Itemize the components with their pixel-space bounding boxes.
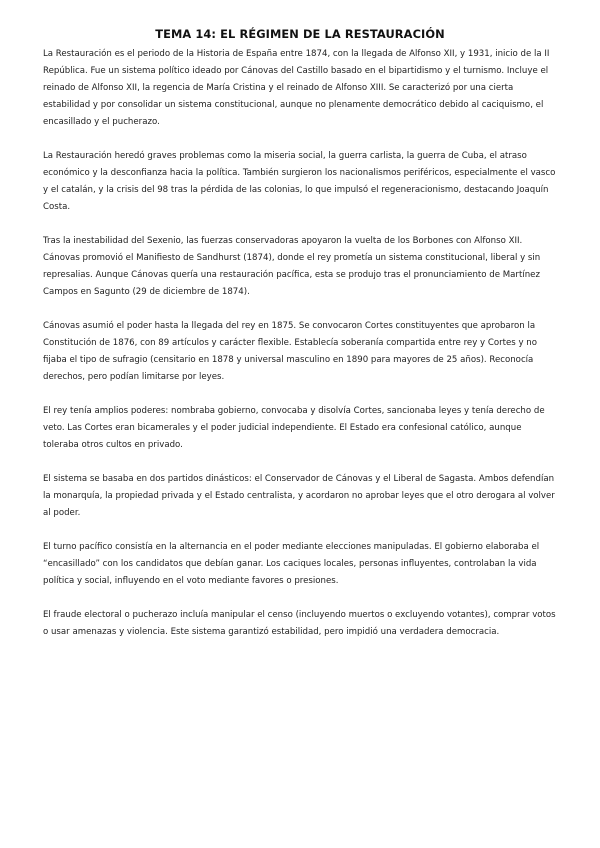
paragraph-pucherazo: El fraude electoral o pucherazo incluía manipular el censo (incluyendo muertos o excluyendo votantes), comprar votos o usar amenazas y violencia. Este sistema garantizó estabilidad, pero impidió una verdadera democracia. [43,610,556,637]
paragraph-constitution: Cánovas asumió el poder hasta la llegada del rey en 1875. Se convocaron Cortes constituyentes que aprobaron la Constitución de 1876, con 89 artículos y carácter flexible. Establecía soberanía compartida entre rey y Cortes y no fijaba el tipo de sufragio (censitario en 1878 y universal masculino en 1890 para mayores de 25 años). Reconocía derechos, pero podían limitarse por leyes. [43,321,538,382]
paragraph-king-powers: El rey tenía amplios poderes: nombraba gobierno, convocaba y disolvía Cortes, sancionaba leyes y tenía derecho de veto. Las Cortes eran bicamerales y el poder judicial independiente. El Estado era confesional católico, aunque toleraba otros cultos en privado. [43,406,545,450]
paragraph-origins: Tras la inestabilidad del Sexenio, las fuerzas conservadoras apoyaron la vuelta de los Borbones con Alfonso XII. Cánovas promovió el Manifiesto de Sandhurst (1874), donde el rey prometía un sistema constitucional, liberal y sin represalias. Aunque Cánovas quería una restauración pacífica, esta se produjo tras el pronunciamiento de Martínez Campos en Sagunto (29 de diciembre de 1874). [43,236,541,297]
paragraph-parties: El sistema se basaba en dos partidos dinásticos: el Conservador de Cánovas y el Liberal de Sagasta. Ambos defendían la monarquía, la propiedad privada y el Estado centralista, y acordaron no aprobar leyes que el otro derogara al volver al poder. [43,474,555,518]
document-title: TEMA 14: EL RÉGIMEN DE LA RESTAURACIÓN [155,27,445,41]
paragraph-problems: La Restauración heredó graves problemas como la miseria social, la guerra carlista, la guerra de Cuba, el atraso económico y la desconfianza hacia la política. También surgieron los nacionalismos periféricos, especialmente el vasco y el catalán, y la crisis del 98 tras la pérdida de las colonias, lo que impulsó el regeneracionismo, destacando Joaquín Costa. [43,151,556,212]
paragraph-intro: La Restauración es el periodo de la Historia de España entre 1874, con la llegada de Alfonso XII, y 1931, inicio de la II República. Fue un sistema político ideado por Cánovas del Castillo basado en el bipartidismo y el turnismo. Incluye el reinado de Alfonso XII, la regencia de María Cristina y el reinado de Alfonso XIII. Se caracterizó por una cierta estabilidad y por consolidar un sistema constitucional, aunque no plenamente democrático debido al caciquismo, el encasillado y el pucherazo. [43,49,550,127]
document-page [43,27,557,641]
paragraph-turno-pacifico: El turno pacífico consistía en la alternancia en el poder mediante elecciones manipuladas. El gobierno elaboraba el “encasillado” con los candidatos que debían ganar. Los caciques locales, personas influyentes, controlaban la vida política y social, influyendo en el voto mediante favores o presiones. [43,542,540,586]
